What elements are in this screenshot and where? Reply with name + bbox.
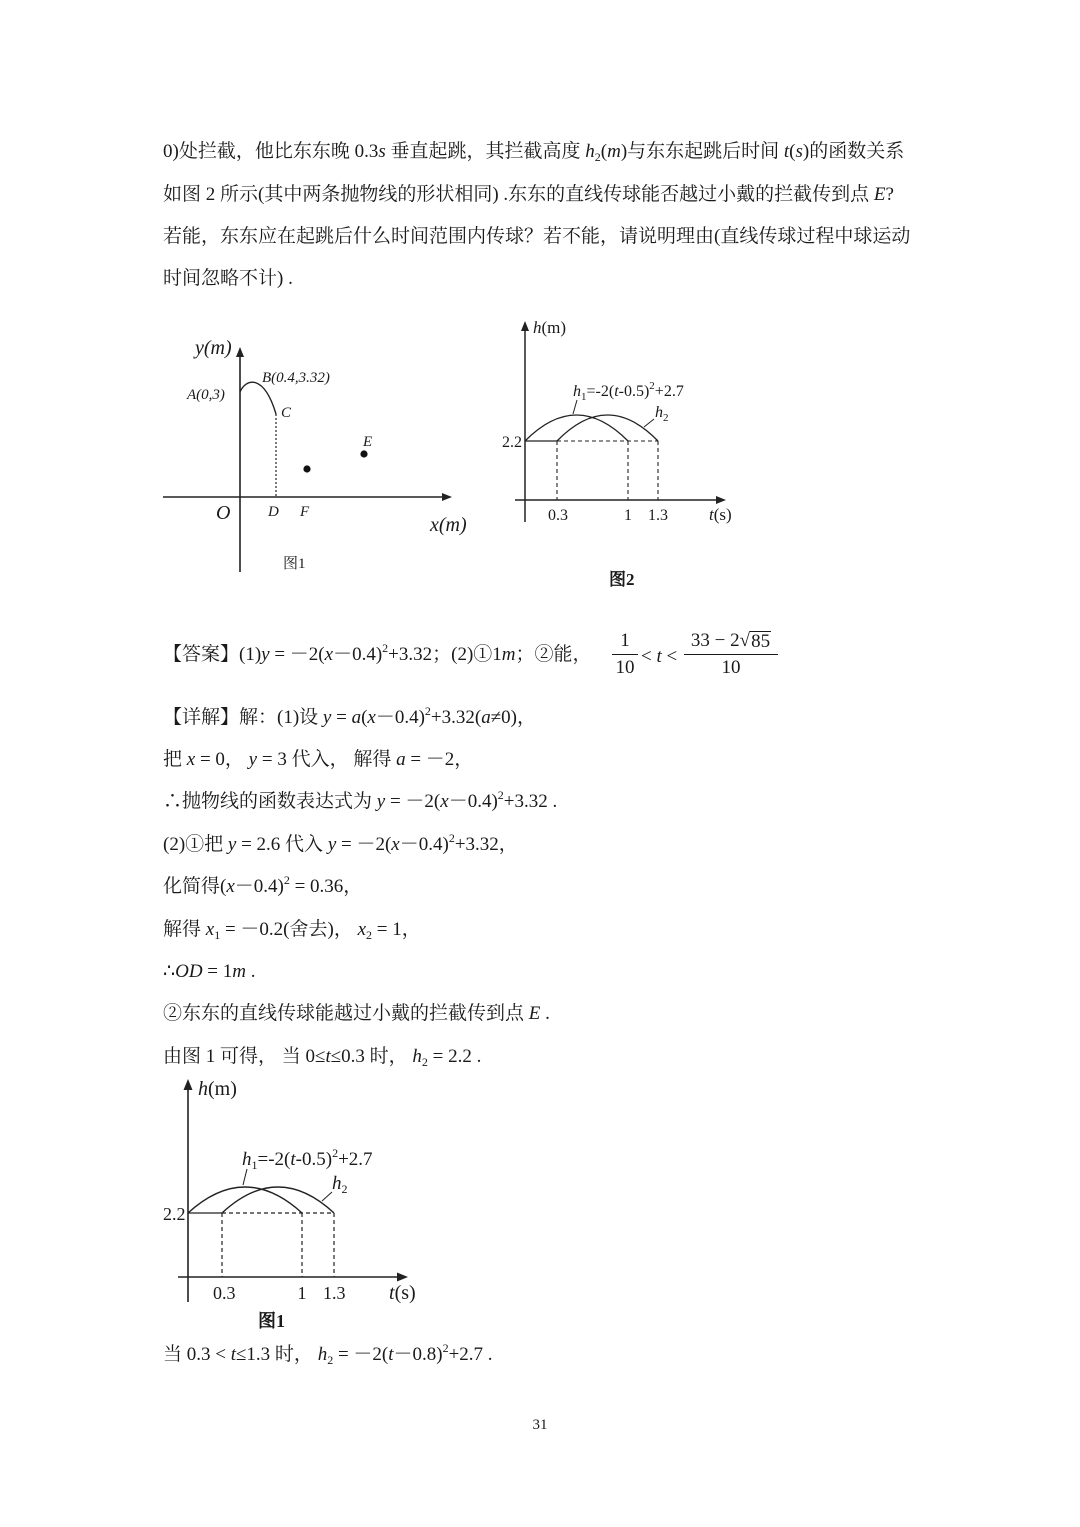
math-variable: x [324, 644, 334, 665]
text-run: = [331, 707, 352, 728]
point-above-f-dot [303, 465, 310, 472]
text-run: (2)①把 [163, 834, 228, 855]
text-run: = －2( [269, 644, 325, 665]
superscript: 2 [442, 1341, 449, 1355]
y-axis-arrow [184, 1079, 193, 1090]
h2-leader-line [322, 1192, 332, 1201]
text-run: =-2( [586, 383, 615, 400]
superscript: 2 [424, 704, 431, 718]
subscript: 1 [581, 391, 587, 403]
answer-inequality [641, 645, 677, 669]
x-axis-arrow [442, 493, 452, 501]
x-axis-arrow [716, 496, 726, 504]
point-d-label: D [268, 504, 279, 520]
text-run: . [246, 961, 256, 982]
text-run: +3.32， [454, 834, 518, 855]
math-variable: a [396, 749, 406, 770]
radicand: 85 [751, 631, 771, 652]
math-variable: E [873, 184, 886, 205]
text-run: 化简得( [163, 876, 227, 897]
math-variable: h [317, 1344, 328, 1365]
parabola-arc [240, 382, 276, 414]
text-run: = 0， [195, 749, 249, 770]
x-tick-label: 1.3 [323, 1283, 346, 1303]
math-variable: t [709, 505, 714, 524]
x-axis-label [709, 505, 732, 524]
math-variable: y [248, 749, 258, 770]
curve-h1 [188, 1187, 302, 1213]
text-run: ≤1.3 时， [236, 1344, 318, 1365]
math-variable: x [205, 919, 215, 940]
curve-h2-label [655, 404, 669, 424]
text-run: (s) [394, 1282, 416, 1304]
text-run: 【答案】(1) [163, 644, 262, 665]
x-tick-label: 0.3 [548, 507, 568, 524]
text-run: = 1， [372, 919, 421, 940]
math-variable: a [351, 707, 362, 728]
y-axis-arrow [521, 321, 529, 331]
text-run: +3.32；(2)①1 [388, 644, 502, 665]
math-variable: h [533, 318, 542, 337]
point-e-dot [360, 450, 367, 457]
superscript: 2 [649, 380, 655, 392]
text-run: ? [885, 184, 894, 205]
point-f-label: F [300, 504, 310, 520]
text-run: 垂直起跳，其拦截高度 [385, 141, 586, 162]
text-run: = 0.36， [289, 876, 363, 897]
math-variable: h [242, 1149, 252, 1170]
math-variable: y [376, 791, 386, 812]
y-axis-label: y(m) [195, 337, 232, 359]
problem-line-2 [163, 183, 894, 207]
math-variable: t [656, 646, 662, 667]
answer-line [163, 643, 592, 668]
figure-1-coordinate-diagram [150, 320, 490, 585]
h1-leader-line [243, 1169, 247, 1185]
text-run: 0)处拦截，他比东东晚 0.3 [163, 141, 379, 162]
text-run: －0.4) [333, 644, 383, 665]
text-run: +3.32( [430, 707, 482, 728]
math-variable: t [388, 1344, 394, 1365]
math-variable: y [261, 644, 270, 665]
fraction-numerator [684, 630, 778, 652]
x-axis-label: x(m) [430, 514, 467, 536]
answer-fraction-lower-bound [612, 630, 638, 679]
solution-line-8 [163, 1002, 550, 1026]
h1-leader-line [573, 400, 577, 414]
math-variable: x [226, 876, 235, 897]
superscript: 2 [332, 1146, 339, 1160]
curve-h1-label [242, 1146, 373, 1172]
text-run: 33 − 2 [690, 630, 740, 651]
math-variable: OD [175, 961, 203, 982]
answer-fraction-upper-bound [684, 630, 778, 679]
text-run: 把 [163, 749, 187, 770]
superscript: 2 [448, 831, 455, 845]
math-variable: y [227, 834, 237, 855]
fraction-bar [684, 654, 778, 655]
figure-caption: 图1 [258, 1311, 285, 1331]
text-run: )与东东起跳后时间 [620, 141, 784, 162]
math-variable: m [232, 961, 246, 982]
figure-3-height-time-graph [155, 1072, 430, 1334]
fraction-bar [612, 654, 638, 655]
fraction-numerator: 1 [620, 630, 630, 651]
subscript: 2 [663, 412, 669, 424]
math-variable: t [614, 383, 619, 400]
text-run: ( [361, 707, 368, 728]
math-variable: t [290, 1149, 296, 1170]
text-run: 由图 1 可得， 当 0≤ [163, 1046, 326, 1067]
curve-h2 [557, 415, 658, 441]
solution-line-9 [163, 1045, 481, 1070]
solution-line-6 [163, 918, 421, 943]
solution-line-7 [163, 960, 256, 984]
text-run: ∴ [163, 961, 176, 982]
text-run: 当 0.3 < [163, 1344, 231, 1365]
y-axis-label [533, 318, 566, 337]
x-tick-label: 1.3 [648, 507, 668, 524]
page-number: 31 [532, 1417, 548, 1433]
math-variable: h [655, 404, 663, 421]
subscript: 2 [594, 150, 601, 164]
text-run: = －2( [333, 1344, 389, 1365]
x-axis-arrow [397, 1273, 408, 1282]
math-variable: m [607, 141, 621, 162]
subscript: 2 [327, 1353, 334, 1367]
text-run: (m) [208, 1078, 237, 1100]
subscript: 1 [251, 1158, 258, 1172]
text-run: -0.5) [295, 1149, 333, 1170]
text-run: ≠0)， [490, 707, 536, 728]
text-run: = －2( [336, 834, 392, 855]
text-run: = －2( [385, 791, 441, 812]
text-run: = 3 代入， 解得 [257, 749, 397, 770]
math-variable: s [378, 141, 386, 162]
figure-2-height-time-graph [495, 312, 745, 594]
superscript: 2 [283, 873, 290, 887]
text-run: = －0.2(舍去)， [220, 919, 358, 940]
text-run: －0.4) [375, 707, 425, 728]
x-tick-label: 1 [624, 507, 632, 524]
point-a-label: A(0,3) [187, 387, 225, 403]
problem-line-1 [163, 140, 904, 165]
math-variable: h [573, 383, 581, 400]
math-variable: a [481, 707, 491, 728]
math-variable: h [412, 1046, 422, 1067]
less-than-sign: < [661, 646, 678, 667]
math-variable: x [391, 834, 400, 855]
y-axis-label [198, 1078, 237, 1100]
math-variable: t [783, 141, 790, 162]
text-run: ≤0.3 时， [330, 1046, 413, 1067]
origin-label: O [216, 502, 231, 524]
text-run: －0.4) [234, 876, 284, 897]
x-tick-label: 0.3 [213, 1283, 236, 1303]
subscript: 2 [366, 928, 373, 942]
y-tick-label: 2.2 [163, 1204, 186, 1224]
text-run: 解得 [163, 919, 206, 940]
x-axis-label [389, 1282, 416, 1304]
fraction-denominator: 10 [721, 657, 741, 678]
math-variable: t [389, 1282, 395, 1304]
figure-caption: 图1 [283, 556, 306, 572]
solution-line-10 [163, 1343, 493, 1368]
subscript: 2 [341, 1182, 348, 1196]
curve-h2-label [332, 1173, 348, 1196]
math-variable: m [501, 644, 516, 665]
text-run: －0.4) [448, 791, 498, 812]
curve-h2 [222, 1187, 334, 1213]
solution-line-1 [163, 706, 536, 731]
radical-sign: √ [739, 630, 751, 651]
text-run: ∴抛物线的函数表达式为 [163, 791, 377, 812]
text-run: = －2， [405, 749, 474, 770]
math-variable: x [357, 919, 367, 940]
math-variable: h [198, 1078, 208, 1100]
text-run: 【详解】解：(1)设 [163, 707, 323, 728]
math-variable: h [585, 141, 595, 162]
text-run: －0.8) [393, 1344, 443, 1365]
solution-line-3 [163, 790, 557, 815]
subscript: 2 [421, 1055, 428, 1069]
text-run: +2.7 [338, 1149, 373, 1170]
text-run: +3.32 . [503, 791, 558, 812]
math-variable: s [795, 141, 803, 162]
math-variable: x [186, 749, 196, 770]
subscript: 1 [214, 928, 221, 942]
text-run: +2.7 . [448, 1344, 493, 1365]
point-c-label: C [281, 405, 292, 421]
text-run: ；②能， [515, 644, 592, 665]
text-run: －0.4) [399, 834, 449, 855]
text-run: ( [600, 141, 608, 162]
x-tick-label: 1 [297, 1283, 307, 1303]
text-run: =-2( [257, 1149, 291, 1170]
math-variable: x [367, 707, 376, 728]
text-run: 若能，东东应在起跳后什么时间范围内传球？若不能，请说明理由(直线传球过程中球运动 [163, 226, 911, 247]
text-run: ( [789, 141, 796, 162]
point-e-label: E [363, 434, 373, 450]
math-variable: t [325, 1046, 331, 1067]
solution-line-2 [163, 748, 473, 772]
less-than-sign: < [641, 646, 657, 667]
math-variable: E [528, 1003, 541, 1024]
text-run: = 2.2 . [427, 1046, 482, 1067]
superscript: 2 [497, 788, 504, 802]
math-variable: t [230, 1344, 236, 1365]
text-run: (m) [541, 318, 567, 337]
text-run: -0.5) [618, 383, 650, 400]
text-run: )的函数关系 [802, 141, 905, 162]
math-variable: h [332, 1173, 342, 1194]
figure-caption: 图2 [609, 570, 635, 589]
math-variable: y [327, 834, 337, 855]
problem-line-3 [163, 225, 910, 249]
y-tick-label: 2.2 [502, 434, 522, 451]
curve-h1-label [573, 380, 684, 403]
superscript: 2 [382, 641, 389, 655]
text-run: ②东东的直线传球能越过小戴的拦截传到点 [163, 1003, 529, 1024]
y-axis-arrow [236, 347, 244, 357]
fraction-denominator: 10 [615, 657, 635, 678]
text-run: +2.7 [654, 383, 684, 400]
solution-line-4 [163, 833, 518, 858]
text-run: (s) [713, 505, 732, 524]
h2-leader-line [644, 419, 654, 427]
text-run: = 1 [202, 961, 233, 982]
math-variable: x [440, 791, 449, 812]
text-run: 时间忽略不计) . [163, 268, 293, 289]
text-run: . [540, 1003, 550, 1024]
text-run: = 2.6 代入 [236, 834, 328, 855]
problem-line-4 [163, 267, 293, 291]
solution-line-5 [163, 875, 362, 900]
text-run: 如图 2 所示(其中两条抛物线的形状相同) .东东的直线传球能否越过小戴的拦截传到点 [163, 184, 874, 205]
curve-h1 [525, 415, 628, 441]
math-variable: y [322, 707, 332, 728]
point-b-label: B(0.4,3.32) [262, 370, 330, 386]
